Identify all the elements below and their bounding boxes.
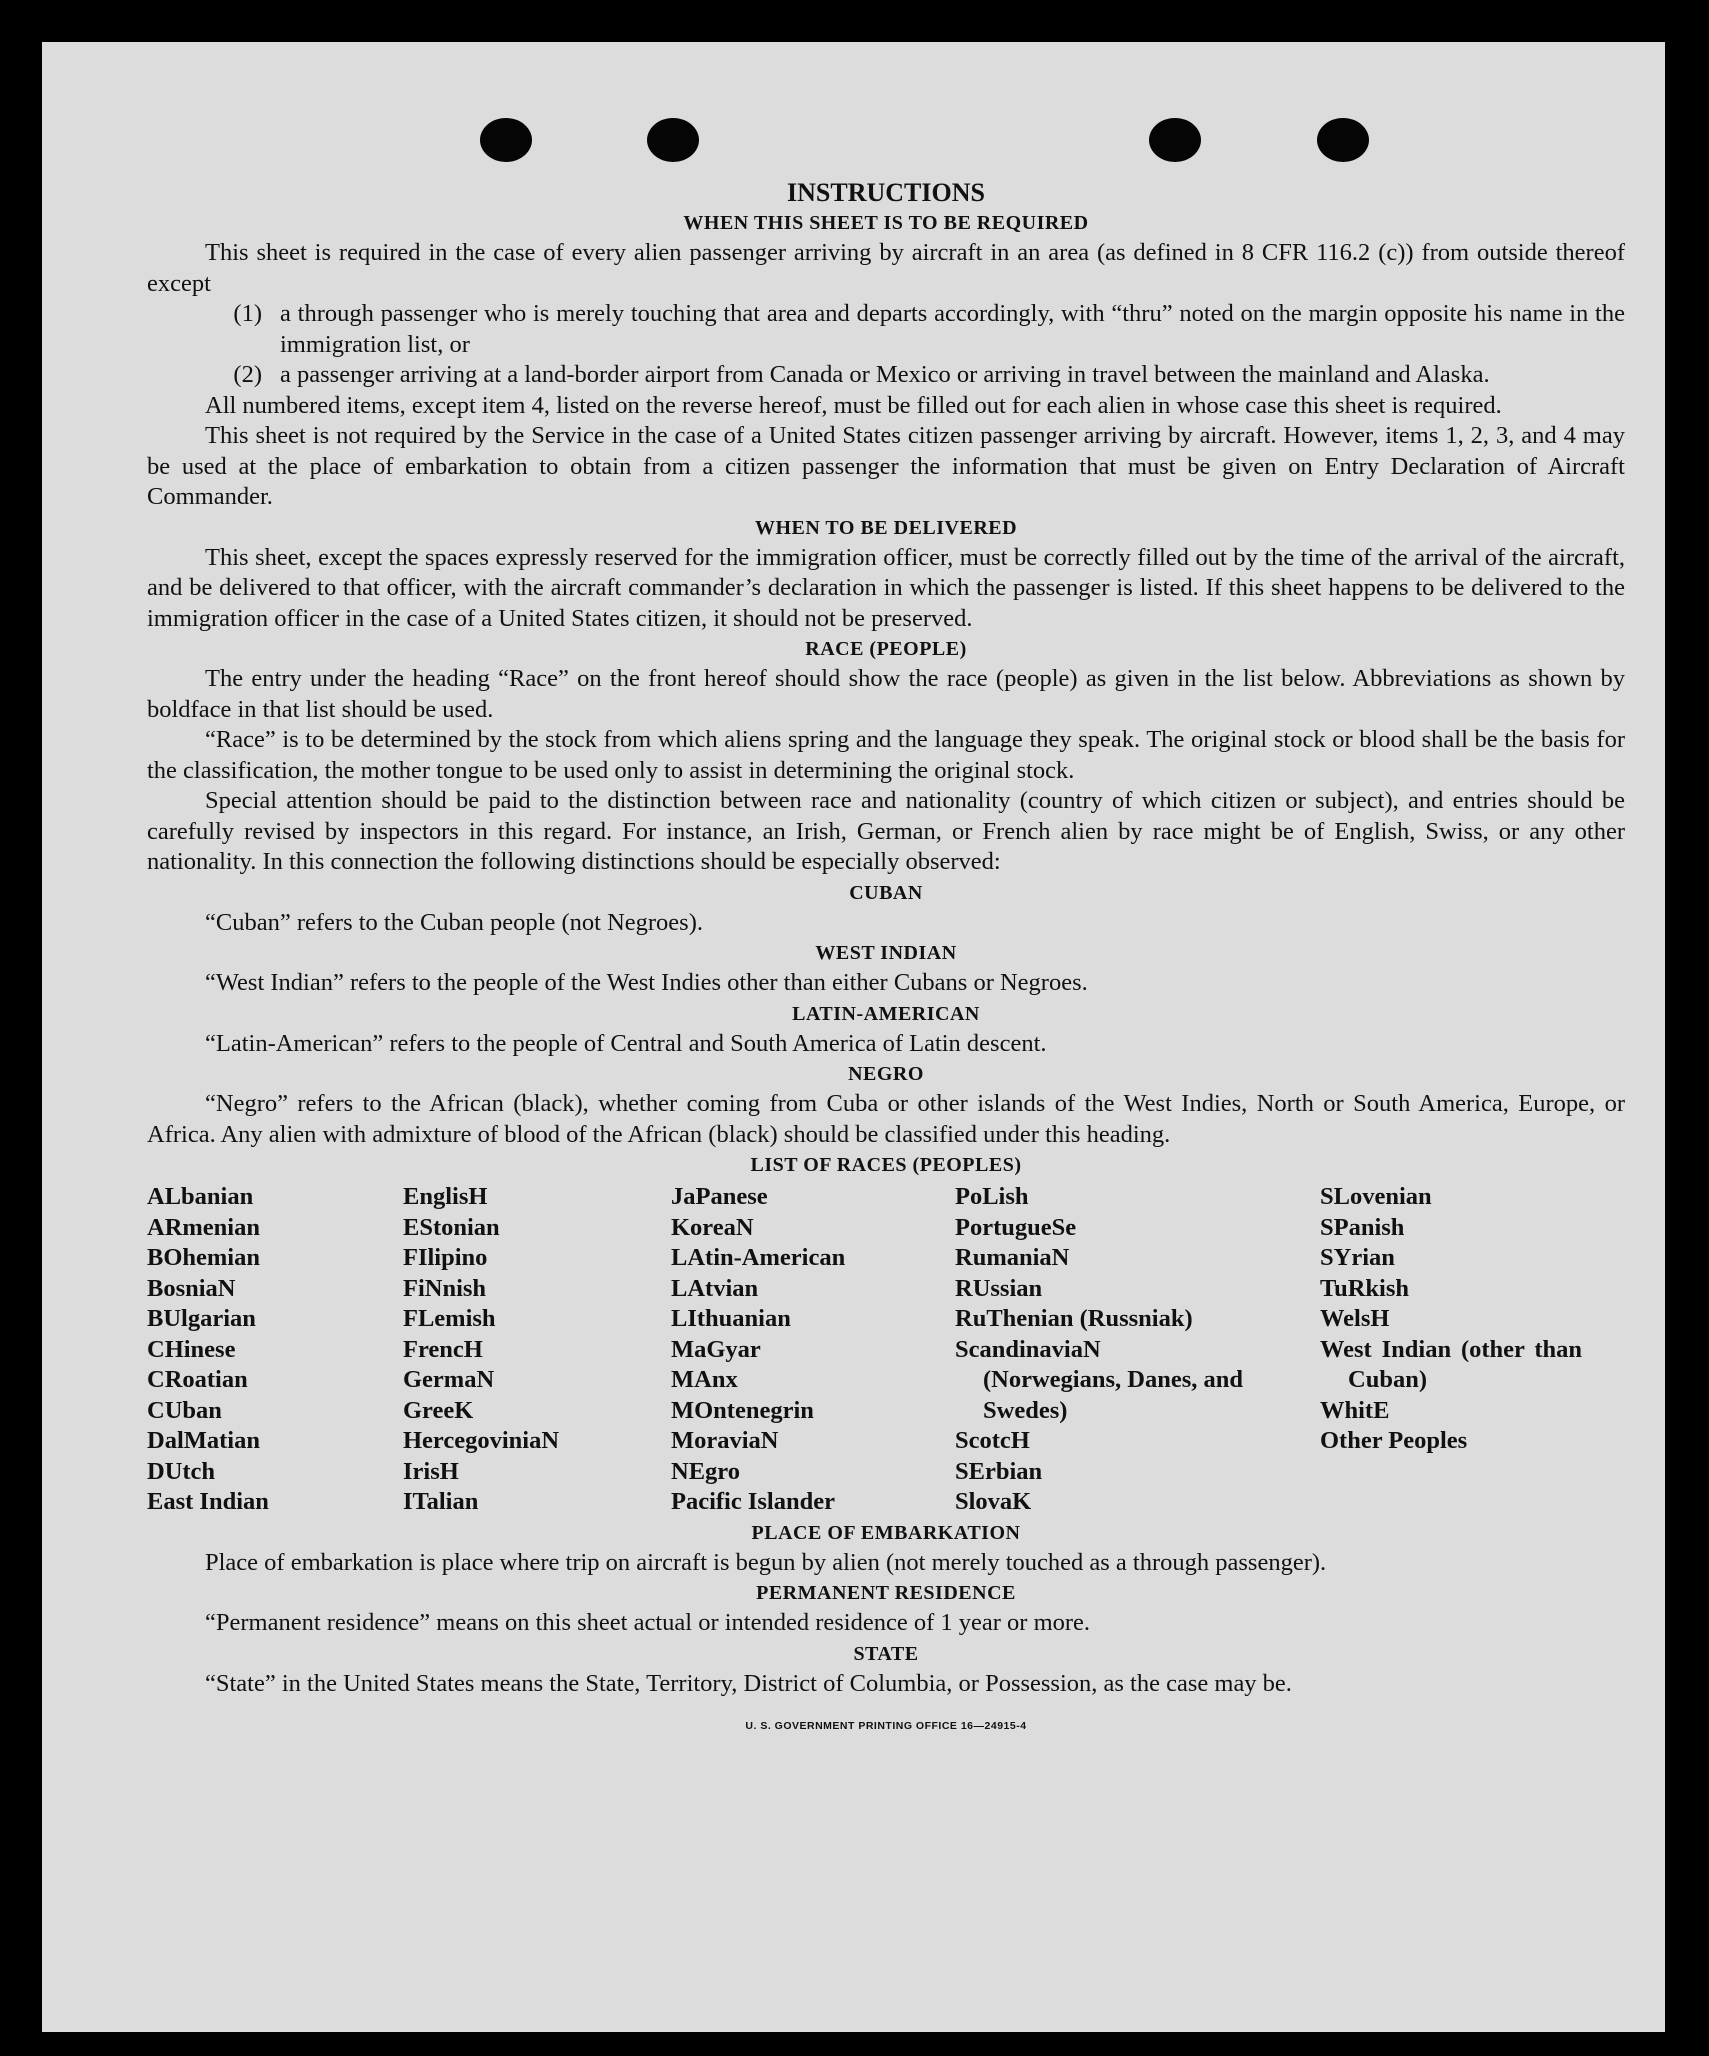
paragraph: “Cuban” refers to the Cuban people (not Negroes). bbox=[205, 908, 703, 936]
paragraph: “Negro” refers to the African (black), whether coming from Cuba or other islands of the West Indies, North or South America, Europe, or Africa. Any alien with admixture of blood of the African (black) should be classified under this heading. bbox=[147, 1090, 1625, 1148]
race-item: DUtch bbox=[147, 1457, 216, 1485]
race-item: ScandinaviaN (Norwegians, Danes, and Swedes) bbox=[955, 1335, 1243, 1424]
item-text: a through passenger who is merely touching that area and departs accordingly, with “thru” noted on the margin opposite his name in the immigration list, or bbox=[280, 300, 1625, 358]
race-item: SlovaK bbox=[955, 1488, 1032, 1515]
paragraph: “Latin-American” refers to the people of Central and South America of Latin descent. bbox=[205, 1029, 1047, 1057]
race-item: Pacific Islander bbox=[671, 1488, 835, 1515]
race-item: GermaN bbox=[403, 1366, 495, 1393]
section-heading-residence: PERMANENT RESIDENCE bbox=[756, 1582, 1016, 1604]
printer-imprint: U. S. GOVERNMENT PRINTING OFFICE 16—24915-4 bbox=[745, 1720, 1027, 1732]
paragraph: “West Indian” refers to the people of the West Indies other than either Cubans or Negroes. bbox=[205, 969, 1088, 996]
race-item: WelsH bbox=[1320, 1305, 1390, 1332]
section-heading-required: WHEN THIS SHEET IS TO BE REQUIRED bbox=[683, 212, 1089, 234]
race-item: MaGyar bbox=[671, 1335, 761, 1363]
race-item: Other Peoples bbox=[1320, 1427, 1468, 1454]
section-heading-latin-american: LATIN-AMERICAN bbox=[792, 1002, 980, 1025]
section-heading-embarkation: PLACE OF EMBARKATION bbox=[751, 1521, 1021, 1544]
section-heading-race: RACE (PEOPLE) bbox=[805, 638, 967, 660]
race-item: BOhemian bbox=[147, 1244, 260, 1271]
race-item: MAnx bbox=[671, 1366, 738, 1393]
race-item: TuRkish bbox=[1320, 1274, 1410, 1302]
page-title: INSTRUCTIONS bbox=[787, 178, 985, 207]
race-item: EnglisH bbox=[403, 1183, 488, 1210]
punch-hole bbox=[1149, 118, 1201, 162]
race-item: WhitE bbox=[1320, 1396, 1390, 1424]
race-item: RuThenian (Russniak) bbox=[955, 1305, 1193, 1332]
race-item: BUlgarian bbox=[147, 1305, 256, 1332]
race-item: FiNnish bbox=[403, 1274, 487, 1302]
race-item: SYrian bbox=[1320, 1244, 1395, 1271]
race-item: DalMatian bbox=[147, 1427, 260, 1454]
race-item: SErbian bbox=[955, 1457, 1043, 1485]
race-item: East Indian bbox=[147, 1488, 269, 1515]
race-item: SPanish bbox=[1320, 1213, 1405, 1241]
race-item: LAtin-American bbox=[671, 1244, 846, 1271]
race-item: PoLish bbox=[955, 1183, 1029, 1210]
item-number: (1) bbox=[233, 300, 262, 327]
paragraph: “Permanent residence” means on this sheet actual or intended residence of 1 year or more. bbox=[205, 1609, 1091, 1636]
race-item: LAtvian bbox=[671, 1274, 759, 1302]
race-item: MoraviaN bbox=[671, 1427, 779, 1454]
section-heading-delivered: WHEN TO BE DELIVERED bbox=[754, 516, 1018, 539]
paragraph: “State” in the United States means the State, Territory, District of Columbia, or Possession, as the case may be. bbox=[205, 1669, 1292, 1697]
race-item: JaPanese bbox=[671, 1183, 768, 1210]
races-column bbox=[147, 1182, 403, 1518]
punch-hole bbox=[1317, 118, 1369, 162]
race-item: NEgro bbox=[671, 1457, 740, 1485]
paragraph: This sheet, except the spaces expressly reserved for the immigration officer, must be correctly filled out by the time of the arrival of the aircraft, and be delivered to that officer, with the aircraft commander’s declaration in which the passenger is listed. If this sheet happens to be delivered to the immigration officer in the case of a United States citizen, it should not be preserved. bbox=[147, 543, 1625, 632]
race-item: EStonian bbox=[403, 1213, 500, 1241]
race-item: KoreaN bbox=[671, 1213, 754, 1241]
races-column bbox=[403, 1182, 671, 1518]
race-item: ALbanian bbox=[147, 1183, 254, 1210]
list-item bbox=[147, 299, 1625, 360]
paragraph: This sheet is required in the case of every alien passenger arriving by aircraft in an area (as defined in 8 CFR 116.2 (c)) from outside thereof except bbox=[147, 239, 1625, 297]
list-item bbox=[147, 360, 1625, 391]
race-item: HercegoviniaN bbox=[403, 1427, 560, 1454]
paragraph: “Race” is to be determined by the stock from which aliens spring and the language they speak. The original stock or blood shall be the basis for the classification, the mother tongue to be used only to assist in determining the original stock. bbox=[147, 726, 1625, 784]
punch-hole bbox=[647, 118, 699, 162]
race-item: ScotcH bbox=[955, 1427, 1030, 1454]
paragraph: Place of embarkation is place where trip on aircraft is begun by alien (not merely touched as a through passenger). bbox=[205, 1548, 1327, 1576]
races-list bbox=[147, 1182, 1625, 1518]
paragraph: Special attention should be paid to the distinction between race and nationality (country of which citizen or subject), and entries should be carefully revised by inspectors in this regard. For instance, an Irish, German, or French alien by race might be of English, Swiss, or any other nationality. In this connection the following distinctions should be especially observed: bbox=[147, 787, 1625, 875]
paragraph: This sheet is not required by the Service in the case of a United States citizen passenger arriving by aircraft. However, items 1, 2, 3, and 4 may be used at the place of embarkation to obtain from a citizen passenger the information that must be given on Entry Declaration of Aircraft Commander. bbox=[147, 422, 1625, 510]
item-text: a passenger arriving at a land-border airport from Canada or Mexico or arriving in travel between the mainland and Alaska. bbox=[280, 361, 1490, 388]
document-sheet bbox=[42, 42, 1665, 2032]
race-item: PortugueSe bbox=[955, 1213, 1077, 1241]
punch-hole bbox=[480, 118, 532, 162]
instructions-body bbox=[147, 178, 1625, 1742]
race-item: RUssian bbox=[955, 1274, 1043, 1302]
race-item: West Indian (other than Cuban) bbox=[1320, 1335, 1582, 1393]
races-column bbox=[671, 1182, 955, 1518]
race-item: IrisH bbox=[403, 1457, 459, 1485]
race-item: FrencH bbox=[403, 1335, 483, 1363]
race-item: FIlipino bbox=[403, 1244, 488, 1271]
race-item: CUban bbox=[147, 1396, 222, 1424]
race-item: BosniaN bbox=[147, 1274, 236, 1302]
race-item: ITalian bbox=[403, 1488, 479, 1515]
section-heading-races-list: LIST OF RACES (PEOPLES) bbox=[750, 1154, 1022, 1176]
race-item: GreeK bbox=[403, 1396, 474, 1424]
section-heading-cuban: CUBAN bbox=[849, 881, 923, 904]
section-heading-state: STATE bbox=[853, 1642, 919, 1665]
item-number: (2) bbox=[233, 361, 262, 388]
races-column bbox=[1320, 1182, 1582, 1518]
section-heading-west-indian: WEST INDIAN bbox=[815, 942, 957, 964]
race-item: LIthuanian bbox=[671, 1305, 791, 1332]
paragraph: All numbered items, except item 4, listed on the reverse hereof, must be filled out for each alien in whose case this sheet is required. bbox=[205, 391, 1502, 419]
section-heading-negro: NEGRO bbox=[848, 1063, 924, 1085]
race-item: CRoatian bbox=[147, 1366, 248, 1393]
race-item: MOntenegrin bbox=[671, 1396, 814, 1424]
race-item: SLovenian bbox=[1320, 1183, 1432, 1210]
race-item: RumaniaN bbox=[955, 1244, 1070, 1271]
race-item: CHinese bbox=[147, 1335, 236, 1363]
paragraph: The entry under the heading “Race” on the front hereof should show the race (people) as given in the list below. Abbreviations as shown by boldface in that list should be used. bbox=[147, 665, 1625, 723]
race-item: ARmenian bbox=[147, 1213, 260, 1241]
race-item: FLemish bbox=[403, 1305, 496, 1332]
races-column bbox=[955, 1182, 1243, 1518]
